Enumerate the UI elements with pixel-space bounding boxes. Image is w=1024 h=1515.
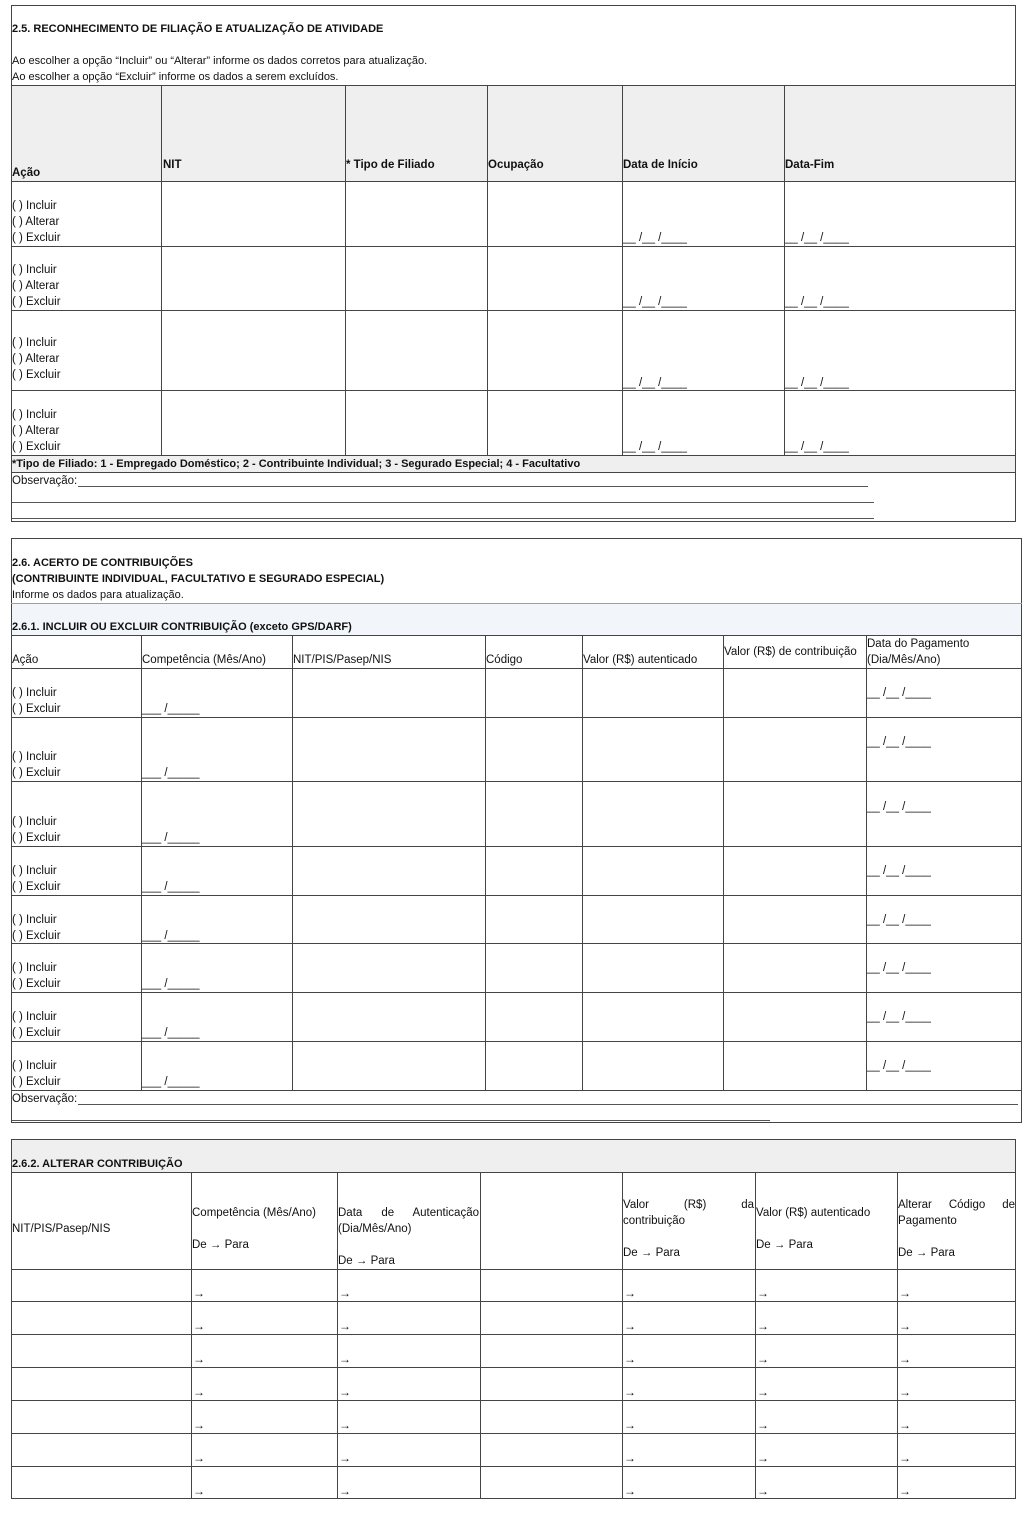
option-alterar[interactable]: ( ) Alterar <box>12 280 60 292</box>
arrow-right-icon: → <box>193 1286 205 1300</box>
arrow-right-icon: → <box>899 1319 911 1333</box>
option-incluir[interactable]: ( ) Incluir <box>12 962 57 974</box>
arrow-right-icon: → <box>339 1451 351 1465</box>
competencia-field[interactable]: ___ /_____ <box>142 978 200 990</box>
arrow-right-icon: → <box>339 1352 351 1366</box>
col-header-data-autenticacao: Data de Autenticação <box>338 1207 479 1219</box>
competencia-field[interactable]: ___ /_____ <box>142 832 200 844</box>
section-2-6-2 <box>11 1139 1016 1499</box>
col-header-valor-autenticado: Valor (R$) autenticado <box>756 1207 871 1219</box>
section-2-6-intro: Informe os dados para atualização. <box>12 589 184 601</box>
col-header-competencia: Competência (Mês/Ano) <box>192 1207 316 1219</box>
option-excluir[interactable]: ( ) Excluir <box>12 232 61 244</box>
data-fim-field[interactable]: __ /__ /____ <box>785 377 849 389</box>
observacao-line[interactable] <box>12 1120 770 1121</box>
col-header-valor-contribuicao: Valor (R$) da <box>623 1199 754 1211</box>
tipo-filiado-footnote: *Tipo de Filiado: 1 - Empregado Doméstico; 2 - Contribuinte Individual; 3 - Segurado Especial; 4 - Facultativo <box>12 458 581 470</box>
option-alterar[interactable]: ( ) Alterar <box>12 425 60 437</box>
col-header-tipo-filiado: * Tipo de Filiado <box>346 159 435 171</box>
option-excluir[interactable]: ( ) Excluir <box>12 881 61 893</box>
option-excluir[interactable]: ( ) Excluir <box>12 296 61 308</box>
arrow-right-icon: → <box>757 1451 769 1465</box>
arrow-right-icon: → <box>624 1451 636 1465</box>
competencia-field[interactable]: ___ /_____ <box>142 930 200 942</box>
observacao-line[interactable] <box>12 518 874 519</box>
col-header-nit-pis: NIT/PIS/Pasep/NIS <box>12 1223 111 1235</box>
arrow-right-icon: → <box>757 1418 769 1432</box>
section-2-5-intro-1: Ao escolher a opção “Incluir” ou “Alterar” informe os dados corretos para atualização. <box>12 55 428 67</box>
option-excluir[interactable]: ( ) Excluir <box>12 832 61 844</box>
col-header-alterar-codigo: Alterar Código de <box>898 1199 1015 1211</box>
col-header-valor-autenticado-de-para: De → Para <box>756 1239 813 1251</box>
observacao-line[interactable] <box>78 486 868 487</box>
competencia-field[interactable]: ___ /_____ <box>142 1076 200 1088</box>
arrow-right-icon: → <box>193 1451 205 1465</box>
arrow-right-icon: → <box>899 1286 911 1300</box>
arrow-right-icon: → <box>757 1385 769 1399</box>
col-header-acao: Ação <box>12 654 39 666</box>
option-excluir[interactable]: ( ) Excluir <box>12 978 61 990</box>
arrow-right-icon: → <box>339 1286 351 1300</box>
arrow-right-icon: → <box>624 1319 636 1333</box>
col-header-alterar-codigo-de-para: De → Para <box>898 1247 955 1259</box>
section-2-6-1-title: 2.6.1. INCLUIR OU EXCLUIR CONTRIBUIÇÃO (exceto GPS/DARF) <box>12 621 352 633</box>
option-excluir[interactable]: ( ) Excluir <box>12 1076 61 1088</box>
data-pagamento-field[interactable]: __ /__ /____ <box>867 736 931 748</box>
arrow-right-icon: → <box>193 1385 205 1399</box>
arrow-right-icon: → <box>339 1319 351 1333</box>
option-incluir[interactable]: ( ) Incluir <box>12 337 57 349</box>
col-header-data-pagamento: Data do Pagamento <box>867 638 970 650</box>
option-incluir[interactable]: ( ) Incluir <box>12 1011 57 1023</box>
data-pagamento-field[interactable]: __ /__ /____ <box>867 687 931 699</box>
col-header-data-autenticacao-format: (Dia/Mês/Ano) <box>338 1223 412 1235</box>
competencia-field[interactable]: ___ /_____ <box>142 1027 200 1039</box>
option-incluir[interactable]: ( ) Incluir <box>12 751 57 763</box>
arrow-right-icon: → <box>757 1352 769 1366</box>
data-inicio-field[interactable]: __ /__ /____ <box>623 232 687 244</box>
col-header-nit: NIT <box>163 159 182 171</box>
arrow-right-icon: → <box>624 1418 636 1432</box>
arrow-right-icon: → <box>757 1484 769 1498</box>
data-fim-field[interactable]: __ /__ /____ <box>785 441 849 453</box>
option-alterar[interactable]: ( ) Alterar <box>12 216 60 228</box>
col-header-acao: Ação <box>12 167 41 179</box>
option-excluir[interactable]: ( ) Excluir <box>12 1027 61 1039</box>
data-fim-field[interactable]: __ /__ /____ <box>785 296 849 308</box>
arrow-right-icon: → <box>757 1286 769 1300</box>
option-incluir[interactable]: ( ) Incluir <box>12 816 57 828</box>
data-inicio-field[interactable]: __ /__ /____ <box>623 296 687 308</box>
option-excluir[interactable]: ( ) Excluir <box>12 441 61 453</box>
arrow-right-icon: → <box>339 1484 351 1498</box>
option-excluir[interactable]: ( ) Excluir <box>12 767 61 779</box>
option-alterar[interactable]: ( ) Alterar <box>12 353 60 365</box>
option-incluir[interactable]: ( ) Incluir <box>12 409 57 421</box>
section-2-6-subtitle: (CONTRIBUINTE INDIVIDUAL, FACULTATIVO E SEGURADO ESPECIAL) <box>12 573 385 585</box>
arrow-right-icon: → <box>193 1418 205 1432</box>
observacao-label: Observação: <box>12 1093 78 1105</box>
data-pagamento-field[interactable]: __ /__ /____ <box>867 865 931 877</box>
arrow-right-icon: → <box>624 1286 636 1300</box>
option-excluir[interactable]: ( ) Excluir <box>12 703 61 715</box>
arrow-right-icon: → <box>899 1418 911 1432</box>
arrow-right-icon: → <box>899 1484 911 1498</box>
col-header-competencia-de-para: De → Para <box>192 1239 249 1251</box>
section-2-5-title: 2.5. RECONHECIMENTO DE FILIAÇÃO E ATUALIZAÇÃO DE ATIVIDADE <box>12 23 384 35</box>
option-incluir[interactable]: ( ) Incluir <box>12 1060 57 1072</box>
arrow-right-icon: → <box>624 1385 636 1399</box>
data-pagamento-field[interactable]: __ /__ /____ <box>867 1011 931 1023</box>
col-header-ocupacao: Ocupação <box>488 159 544 171</box>
option-incluir[interactable]: ( ) Incluir <box>12 264 57 276</box>
competencia-field[interactable]: ___ /_____ <box>142 767 200 779</box>
arrow-right-icon: → <box>899 1385 911 1399</box>
arrow-right-icon: → <box>339 1385 351 1399</box>
arrow-right-icon: → <box>757 1319 769 1333</box>
arrow-right-icon: → <box>193 1484 205 1498</box>
data-pagamento-field[interactable]: __ /__ /____ <box>867 914 931 926</box>
observacao-line[interactable] <box>12 502 874 503</box>
data-inicio-field[interactable]: __ /__ /____ <box>623 441 687 453</box>
data-inicio-field[interactable]: __ /__ /____ <box>623 377 687 389</box>
col-header-data-inicio: Data de Início <box>623 159 698 171</box>
col-header-valor-autenticado: Valor (R$) autenticado <box>583 654 698 666</box>
arrow-right-icon: → <box>624 1484 636 1498</box>
arrow-right-icon: → <box>339 1418 351 1432</box>
arrow-right-icon: → <box>193 1319 205 1333</box>
arrow-right-icon: → <box>899 1352 911 1366</box>
col-header-codigo: Código <box>486 654 523 666</box>
col-header-valor-contribuicao-2: contribuição <box>623 1215 686 1227</box>
observacao-line[interactable] <box>78 1104 1018 1105</box>
section-2-6-title: 2.6. ACERTO DE CONTRIBUIÇÕES <box>12 557 193 569</box>
option-incluir[interactable]: ( ) Incluir <box>12 865 57 877</box>
col-header-data-autenticacao-de-para: De → Para <box>338 1255 395 1267</box>
data-fim-field[interactable]: __ /__ /____ <box>785 232 849 244</box>
col-header-nit-pis: NIT/PIS/Pasep/NIS <box>293 654 392 666</box>
option-incluir[interactable]: ( ) Incluir <box>12 687 57 699</box>
observacao-label: Observação: <box>12 475 78 487</box>
data-pagamento-field[interactable]: __ /__ /____ <box>867 1060 931 1072</box>
col-header-data-pagamento-format: (Dia/Mês/Ano) <box>867 654 941 666</box>
col-header-valor-contribuicao-de-para: De → Para <box>623 1247 680 1259</box>
option-excluir[interactable]: ( ) Excluir <box>12 369 61 381</box>
data-pagamento-field[interactable]: __ /__ /____ <box>867 962 931 974</box>
col-header-valor-contribuicao: Valor (R$) de contribuição <box>724 646 857 658</box>
data-pagamento-field[interactable]: __ /__ /____ <box>867 801 931 813</box>
competencia-field[interactable]: ___ /_____ <box>142 881 200 893</box>
col-header-data-fim: Data-Fim <box>785 159 835 171</box>
arrow-right-icon: → <box>624 1352 636 1366</box>
option-incluir[interactable]: ( ) Incluir <box>12 200 57 212</box>
arrow-right-icon: → <box>899 1451 911 1465</box>
col-header-competencia: Competência (Mês/Ano) <box>142 654 266 666</box>
section-2-6-2-title: 2.6.2. ALTERAR CONTRIBUIÇÃO <box>12 1158 183 1170</box>
arrow-right-icon: → <box>193 1352 205 1366</box>
competencia-field[interactable]: ___ /_____ <box>142 703 200 715</box>
col-header-alterar-codigo-2: Pagamento <box>898 1215 957 1227</box>
section-2-5-intro-2: Ao escolher a opção “Excluir” informe os dados a serem excluídos. <box>12 71 339 83</box>
option-incluir[interactable]: ( ) Incluir <box>12 914 57 926</box>
option-excluir[interactable]: ( ) Excluir <box>12 930 61 942</box>
